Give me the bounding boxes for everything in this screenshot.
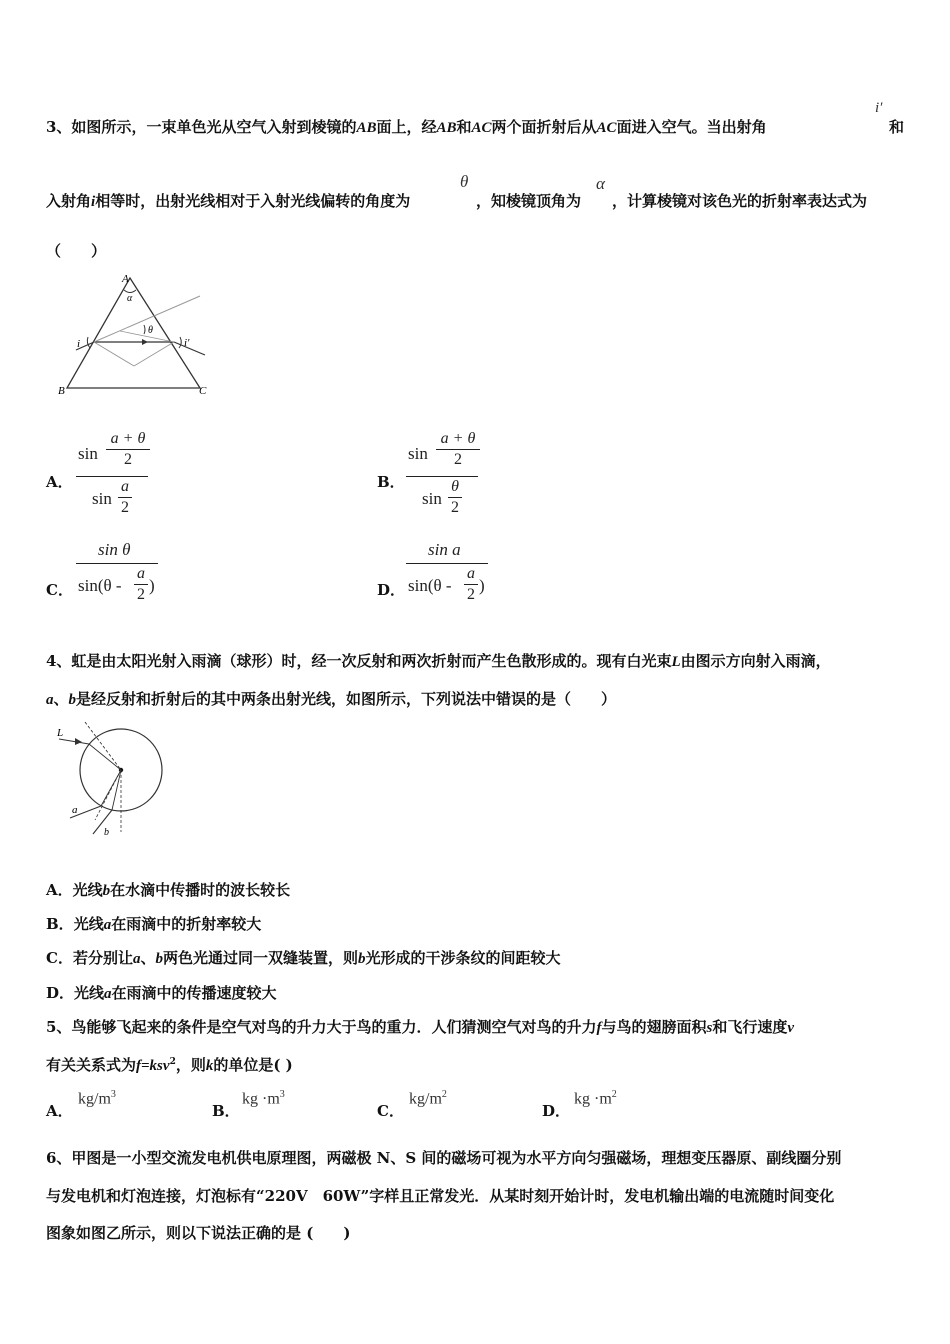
internal-ray-b xyxy=(112,770,121,810)
var-AC: AC xyxy=(471,120,492,136)
q3-option-B-label[interactable]: B． xyxy=(377,473,405,491)
q4-option-C[interactable]: C．若分别让a、b两色光通过同一双缝装置，则b光形成的干涉条纹的间距较大 xyxy=(46,949,561,967)
formula: f=ksv xyxy=(136,1058,170,1074)
var-v: v xyxy=(787,1020,794,1036)
q3-line-2: 入射角i相等时，出射光线相对于入射光线偏转的角度为 xyxy=(46,192,411,210)
var-f: f xyxy=(596,1020,602,1036)
q3-option-D-label[interactable]: D． xyxy=(377,581,406,599)
extended-exit xyxy=(120,331,174,342)
q3-line-2-end: ，计算棱镜对该色光的折射率表达式为 xyxy=(612,192,868,210)
q3-option-C-formula[interactable]: sin θ sin(θ - a 2 ) xyxy=(76,538,158,613)
q3-option-A-formula[interactable]: sin a + θ 2 sin a 2 xyxy=(76,430,148,525)
q3-option-A-label[interactable]: A． xyxy=(46,473,73,491)
internal-ray xyxy=(89,744,121,770)
alpha-symbol: α xyxy=(596,174,605,193)
ray-L-arrow xyxy=(75,738,82,745)
var-k: k xyxy=(205,1058,214,1074)
label-b: b xyxy=(104,827,109,838)
theta-arc xyxy=(144,325,145,334)
q6-line-3: 图象如图乙所示，则以下说法正确的是 ( ) xyxy=(46,1224,351,1242)
q4-line-1: 4、虹是由太阳光射入雨滴（球形）时，经一次反射和两次折射而产生色散形成的。现有白光束L由图示方向射入雨滴， xyxy=(46,652,831,670)
q5-option-C-unit[interactable]: $kg/m^2$ xyxy=(409,1089,447,1108)
q5-option-A-unit[interactable]: $kg/m^3$ xyxy=(78,1089,116,1108)
label-i: i xyxy=(77,338,81,350)
q3-bracket: （ ） xyxy=(46,242,107,260)
q5-option-A-label[interactable]: A． xyxy=(46,1102,73,1120)
q5-option-C-label[interactable]: C． xyxy=(377,1102,404,1120)
label-A: A xyxy=(122,273,129,285)
label-C: C xyxy=(199,385,207,397)
q4-option-A[interactable]: A．光线b在水滴中传播时的波长较长 xyxy=(46,881,291,899)
i-arc xyxy=(87,337,90,348)
q3-line-1: 3、如图所示，一束单色光从空气入射到棱镜的AB面上，经AB和AC两个面折射后从AC面进入空气。当出射角 xyxy=(46,118,767,136)
q3-line-2-mid: ，知棱镜顶角为 xyxy=(476,192,582,210)
var-i: i xyxy=(91,194,96,210)
label-L: L xyxy=(57,727,64,739)
q5-line-2: 有关关系式为f=ksv$^2$，则k的单位是( ) xyxy=(46,1056,293,1074)
ray-arrow xyxy=(142,339,148,345)
extended-incident xyxy=(94,296,200,342)
incident-ray-L xyxy=(59,739,89,744)
prism-figure xyxy=(50,270,220,400)
q3-option-D-formula[interactable]: sin a sin(θ - a 2 ) xyxy=(406,538,488,613)
label-B: B xyxy=(58,385,65,397)
q3-option-C-label[interactable]: C． xyxy=(46,581,73,599)
exit-ray xyxy=(174,342,205,355)
label-alpha: α xyxy=(127,293,133,304)
q5-line-1: 5、鸟能够飞起来的条件是空气对鸟的升力大于鸟的重力．人们猜测空气对鸟的升力f与鸟的翅膀面积s和飞行速度v xyxy=(46,1018,794,1036)
q3-line-1-end: 和 xyxy=(889,118,905,136)
q3-option-B-formula[interactable]: sin a + θ 2 sin θ 2 xyxy=(406,430,478,525)
var-AB: AB xyxy=(436,120,457,136)
label-a: a xyxy=(72,804,78,816)
label-i-prime: i′ xyxy=(184,337,190,349)
q5-option-D-label[interactable]: D． xyxy=(542,1102,571,1120)
q4-option-B[interactable]: B．光线a在雨滴中的折射率较大 xyxy=(46,915,262,933)
q4-option-D[interactable]: D．光线a在雨滴中的传播速度较大 xyxy=(46,984,277,1002)
var-b: b xyxy=(68,692,77,708)
var-L: L xyxy=(671,654,681,670)
q6-line-1: 6、甲图是一小型交流发电机供电原理图，两磁极 N、S 间的磁场可视为水平方向匀强磁场，理想变压器原、副线圈分别 xyxy=(46,1149,842,1167)
prism-triangle xyxy=(67,278,200,388)
i-prime-symbol: i′ xyxy=(875,100,883,116)
q5-option-B-label[interactable]: B． xyxy=(212,1102,240,1120)
var-a: a xyxy=(46,692,54,708)
var-AB: AB xyxy=(356,120,377,136)
theta-symbol: θ xyxy=(460,172,469,191)
q5-option-B-unit[interactable]: kg $\cdot m^3$ xyxy=(242,1089,285,1108)
var-s: s xyxy=(706,1020,713,1036)
label-theta: θ xyxy=(148,325,153,336)
var-AC: AC xyxy=(596,120,617,136)
q6-line-2: 与发电机和灯泡连接，灯泡标有“220V 60W”字样且正常发光．从某时刻开始计时，发电机输出端的电流随时间变化 xyxy=(46,1187,835,1205)
q5-option-D-unit[interactable]: kg $\cdot m^2$ xyxy=(574,1089,617,1108)
normal-right-a xyxy=(134,342,174,366)
raindrop-figure xyxy=(55,722,170,842)
q4-line-2: a、b是经反射和折射后的其中两条出射光线，如图所示，下列说法中错误的是（ ） xyxy=(46,690,617,708)
i-prime-arc xyxy=(179,337,181,348)
normal-left-a xyxy=(94,342,134,366)
exit-ray-b xyxy=(93,810,112,834)
